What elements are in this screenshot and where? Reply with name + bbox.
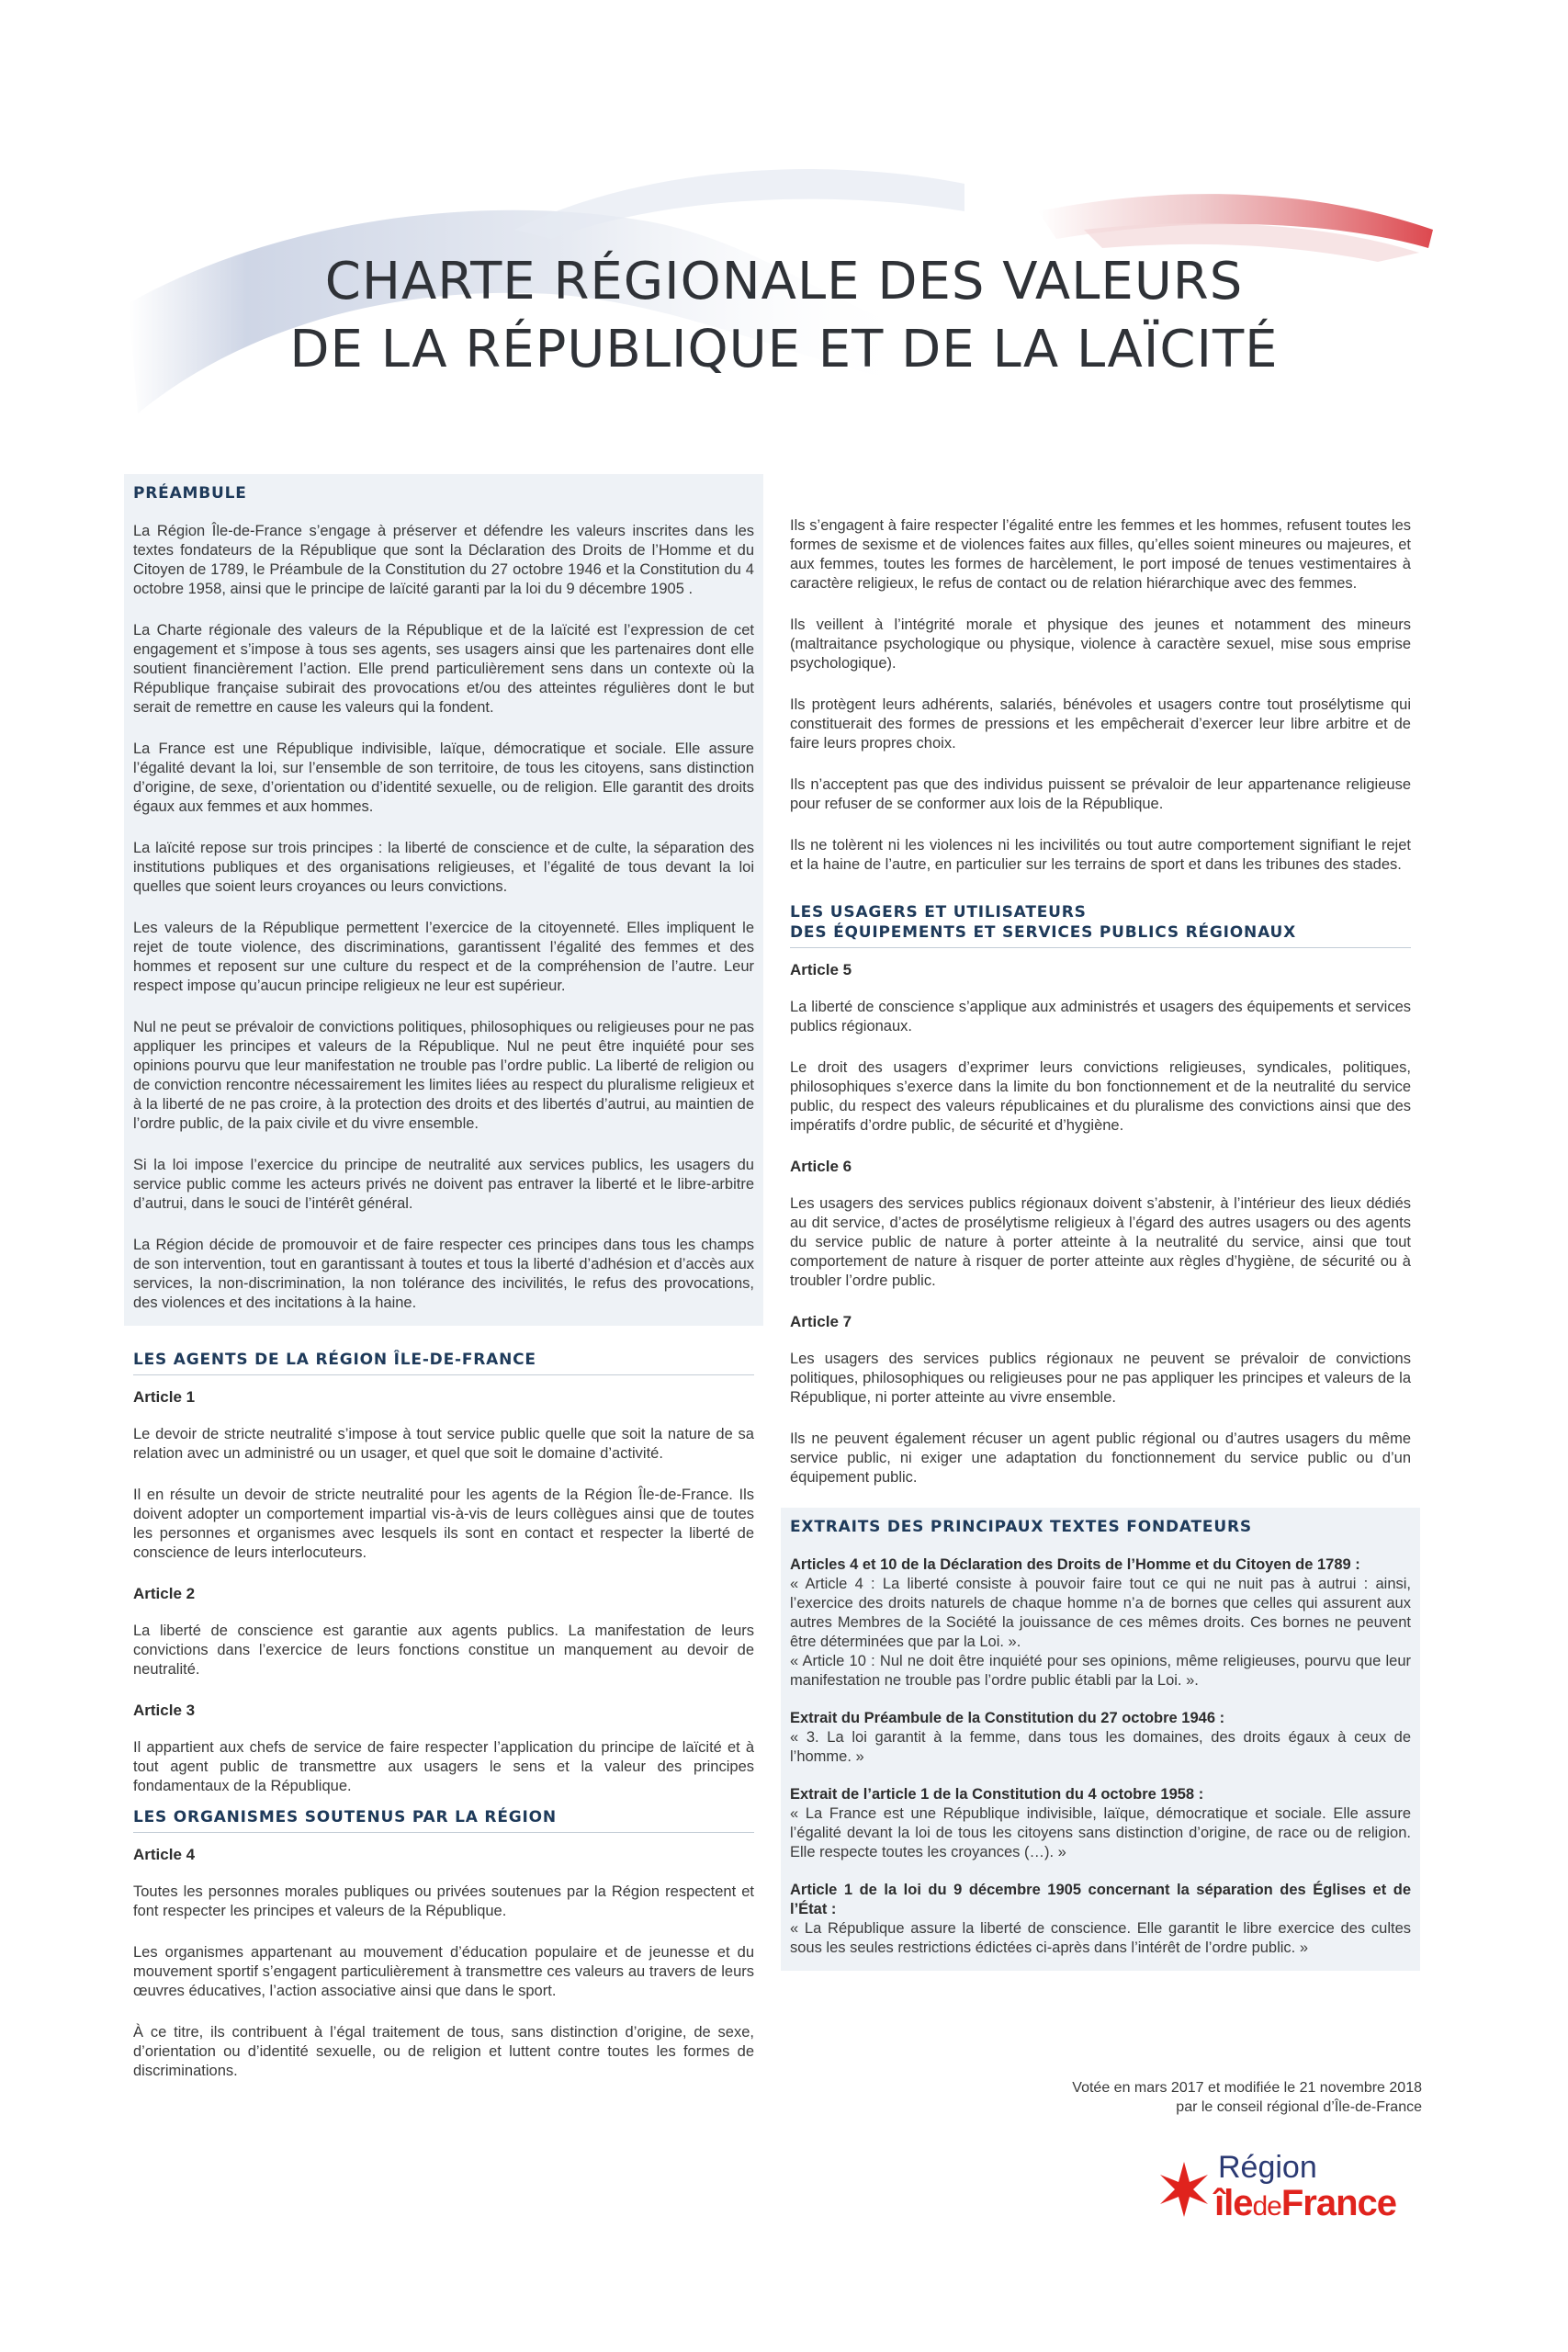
preambule-paragraph: La France est une République indivisible, laïque, démocratique et sociale. Elle assure l’égalité devant la loi, sur l’ensemble de son territoire, de tous les citoyens, sans distinction d’origine, de sexe, d’orientation ou d’identité sexuelle, ou de religion. Elle garantit des droits égaux aux femmes et aux hommes. <box>133 741 754 815</box>
preambule-paragraph: La Charte régionale des valeurs de la République et de la laïcité est l’expression de cet engagement et s’impose à tous ses agents, ses usagers ainsi que les partenaires dont elle soutient financièrement l’action. Elle prend particulièrement sens dans un contexte où la République française subirait des provocations et/ou des atteintes régulières dont le but serait de remettre en cause les valeurs qui la fondent. <box>133 622 754 716</box>
article-7-title: Article 7 <box>790 1313 852 1330</box>
right-column <box>781 474 1420 1971</box>
article-1-paragraph: Le devoir de stricte neutralité s’impose à tout service public quelle que soit la nature de sa relation avec un administré ou un usager, et quel que soit le domaine d’activité. <box>133 1426 754 1462</box>
extrait-title: Article 1 de la loi du 9 décembre 1905 concernant la séparation des Églises et de l’État : <box>790 1882 1411 1917</box>
header-swoosh <box>0 0 1568 459</box>
extrait-title: Articles 4 et 10 de la Déclaration des Droits de l’Homme et du Citoyen de 1789 : <box>790 1556 1360 1573</box>
organismes-heading: LES ORGANISMES SOUTENUS PAR LA RÉGION <box>133 1807 754 1833</box>
title-line-2: DE LA RÉPUBLIQUE ET DE LA LAÏCITÉ <box>289 320 1279 379</box>
vote-note-line-2: par le conseil régional d’Île-de-France <box>1176 2099 1422 2115</box>
agents-heading: LES AGENTS DE LA RÉGION ÎLE-DE-FRANCE <box>133 1350 754 1375</box>
article-4-continued <box>781 474 1420 1487</box>
article-3-paragraph: Il appartient aux chefs de service de faire respecter l’application du principe de laïcité et à tout agent public de transmettre aux usagers le sens et la valeur des principes fondamentaux de la République. <box>133 1739 754 1794</box>
extrait-line: « La France est une République indivisible, laïque, démocratique et sociale. Elle assure l’égalité devant la loi de tous les citoyens sans distinction d’origine, de race ou de religion. Elle respecte toutes les croyances (…). » <box>790 1805 1411 1860</box>
article-4-paragraph: Ils ne tolèrent ni les violences ni les incivilités ou tout autre comportement signifiant le rejet et la haine de l’autre, en particulier sur les terrains de sport et dans les tribunes des stades. <box>790 837 1411 873</box>
agents-section <box>124 1326 763 2081</box>
vote-note <box>1072 2078 1422 2117</box>
extrait-title: Extrait de l’article 1 de la Constitution du 4 octobre 1958 : <box>790 1786 1204 1803</box>
article-4-paragraph: À ce titre, ils contribuent à l’égal traitement de tous, sans distinction d’origine, de sexe, d’orientation ou d’identité sexuelle, ou de religion et luttent contre toutes les formes de discriminations. <box>133 2024 754 2079</box>
title-line-1: CHARTE RÉGIONALE DES VALEURS <box>324 252 1244 311</box>
preambule-paragraph: La Région Île-de-France s’engage à préserver et défendre les valeurs inscrites dans les textes fondateurs de la République que sont la Déclaration des Droits de l’Homme et du Citoyen de 1789, le Préambule de la Constitution du 27 octobre 1946 et la Constitution du 4 octobre 1958, ainsi que le principe de laïcité garanti par la loi du 9 décembre 1905 . <box>133 523 754 597</box>
article-6-title: Article 6 <box>790 1158 852 1175</box>
article-7-paragraph: Les usagers des services publics régionaux ne peuvent se prévaloir de convictions politiques, philosophiques ou religieuses pour ne pas appliquer les principes et valeurs de la République, ni porter atteinte au vivre ensemble. <box>790 1351 1411 1406</box>
logo-idf-text <box>1214 2183 1396 2224</box>
article-5-title: Article 5 <box>790 961 852 978</box>
preambule-paragraph: La laïcité repose sur trois principes : la liberté de conscience et de culte, la séparation des institutions publiques et des organisations religieuses, et l’égalité de tous devant la loi quelles que soient leurs croyances ou leurs convictions. <box>133 840 754 895</box>
preambule-heading: PRÉAMBULE <box>133 484 247 503</box>
extrait-line: « Article 10 : Nul ne doit être inquiété pour ses opinions, même religieuses, pourvu que leur manifestation ne trouble pas l’ordre public établi par la Loi. ». <box>790 1653 1411 1689</box>
page-title <box>0 248 1568 384</box>
extraits-box <box>781 1508 1420 1971</box>
star-icon <box>1159 2161 1209 2218</box>
article-4-paragraph: Les organismes appartenant au mouvement d’éducation populaire et de jeunesse et du mouvement sportif s’engagent particulièrement à transmettre ces valeurs au travers de leurs œuvres éducatives, l’action associative ainsi que dans le sport. <box>133 1944 754 1999</box>
article-4-paragraph: Ils protègent leurs adhérents, salariés, bénévoles et usagers contre tout prosélytisme qui constituerait des formes de pressions et les empêcherait d’exercer leur libre arbitre et de faire leurs propres choix. <box>790 696 1411 752</box>
article-3-title: Article 3 <box>133 1702 196 1719</box>
article-1-title: Article 1 <box>133 1388 196 1406</box>
vote-note-line-1: Votée en mars 2017 et modifiée le 21 novembre 2018 <box>1072 2080 1422 2096</box>
extrait-title: Extrait du Préambule de la Constitution du 27 octobre 1946 : <box>790 1710 1225 1726</box>
logo-de-text: de <box>1252 2191 1281 2222</box>
extrait-line: « Article 4 : La liberté consiste à pouvoir faire tout ce qui ne nuit pas à autrui : ainsi, l’exercice des droits naturels de chaque homme n’a de bornes que celles qui assurent aux autres Membres de la Société la jouissance de ces mêmes droits. Ces bornes ne peuvent être déterminées que par la Loi. ». <box>790 1576 1411 1650</box>
logo-france-text: France <box>1280 2183 1397 2223</box>
article-1-paragraph: Il en résulte un devoir de stricte neutralité pour les agents de la Région Île-de-France. Ils doivent adopter un comportement impartial vis-à-vis de leurs collègues ainsi que de toutes les personnes et organismes avec lesquels ils sont en contact et respecter la liberté de conscience de leurs interlocuteurs. <box>133 1487 754 1561</box>
extraits-heading: EXTRAITS DES PRINCIPAUX TEXTES FONDATEURS <box>790 1518 1252 1536</box>
logo-ile-text: île <box>1214 2183 1253 2223</box>
preambule-paragraph: La Région décide de promouvoir et de faire respecter ces principes dans tous les champs de son intervention, tout en garantissant à toutes et tous la liberté d’adhésion et d’accès aux services, la non-discrimination, la non tolérance des incivilités, le refus des provocations, des violences et des incitations à la haine. <box>133 1237 754 1311</box>
article-5-paragraph: La liberté de conscience s’applique aux administrés et usagers des équipements et services publics régionaux. <box>790 999 1411 1035</box>
preambule-paragraph: Nul ne peut se prévaloir de convictions politiques, philosophiques ou religieuses pour ne pas appliquer les principes et valeurs de la République. Nul ne peut être inquiété pour ses opinions pourvu que leur manifestation ne trouble pas l’ordre public. La liberté de religion ou de conviction rencontre nécessairement les limites liées au respect du pluralisme religieux et à la liberté de ne pas croire, à la protection des droits et des libertés d’autrui, au maintien de l’ordre public, de la paix civile et du vivre ensemble. <box>133 1019 754 1132</box>
article-4-paragraph: Ils n’acceptent pas que des individus puissent se prévaloir de leur appartenance religieuse pour refuser de se conformer aux lois de la République. <box>790 776 1411 812</box>
preambule-paragraph: Les valeurs de la République permettent l’exercice de la citoyenneté. Elles impliquent le rejet de toute violence, des discriminations, garantissent l’égalité des femmes et des hommes et reposent sur une culture du respect et de la compréhension de l’autre. Leur respect impose qu’aucun principe religieux ne leur est supérieur. <box>133 920 754 994</box>
article-4-paragraph: Toutes les personnes morales publiques ou privées soutenues par la Région respectent et font respecter les principes et valeurs de la République. <box>133 1883 754 1919</box>
article-4-title: Article 4 <box>133 1846 196 1863</box>
logo-region-text: Région <box>1218 2150 1317 2185</box>
article-4-paragraph: Ils veillent à l’intégrité morale et physique des jeunes et notamment des mineurs (maltraitance psychologique ou physique, violence à caractère sexuel, mise sous emprise psychologique). <box>790 616 1411 672</box>
left-column <box>124 474 763 2103</box>
article-2-paragraph: La liberté de conscience est garantie aux agents publics. La manifestation de leurs convictions dans l’exercice de leurs fonctions constitue un manquement au devoir de neutralité. <box>133 1623 754 1678</box>
article-7-paragraph: Ils ne peuvent également récuser un agent public régional ou d’autres usagers du même service public, ni exiger une adaptation du fonctionnement du service public ou d’un équipement public. <box>790 1430 1411 1486</box>
usagers-heading-line-2: DES ÉQUIPEMENTS ET SERVICES PUBLICS RÉGIONAUX <box>790 923 1297 942</box>
article-5-paragraph: Le droit des usagers d’exprimer leurs convictions religieuses, syndicales, politiques, philosophiques s’exerce dans la limite du bon fonctionnement et de la neutralité du service public, du respect des valeurs républicaines et du pluralisme des convictions ainsi que des impératifs d’ordre public, de sécurité et d’hygiène. <box>790 1059 1411 1134</box>
article-6-paragraph: Les usagers des services publics régionaux doivent s’abstenir, à l’intérieur des lieux dédiés au dit service, d’actes de prosélytisme religieux à l’égard des autres usagers ou des agents du service public de nature à porter atteinte à la neutralité du service, ainsi que tout comportement de nature à risquer de porter atteinte aux règles d’hygiène, de sécurité ou à troubler l’ordre public. <box>790 1195 1411 1289</box>
preambule-paragraph: Si la loi impose l’exercice du principe de neutralité aux services publics, les usagers du service public comme les acteurs privés ne doivent pas entraver la liberté et le libre-arbitre d’autrui, dans le souci de l’intérêt général. <box>133 1157 754 1212</box>
preambule-box <box>124 474 763 1326</box>
usagers-heading <box>790 902 1411 948</box>
extrait-line: « 3. La loi garantit à la femme, dans tous les domaines, des droits égaux à ceux de l’homme. » <box>790 1729 1411 1765</box>
article-4-paragraph: Ils s’engagent à faire respecter l’égalité entre les femmes et les hommes, refusent toutes les formes de sexisme et de violences faites aux filles, qu’elles soient mineures ou majeures, et aux femmes, toutes les formes de harcèlement, le port imposé de tenues vestimentaires à caractère religieux, le refus de contact ou de relation hiérarchique avec des femmes. <box>790 517 1411 592</box>
extrait-line: « La République assure la liberté de conscience. Elle garantit le libre exercice des cultes sous les seules restrictions édictées ci-après dans l’intérêt de l’ordre public. » <box>790 1920 1411 1956</box>
usagers-heading-line-1: LES USAGERS ET UTILISATEURS <box>790 903 1087 922</box>
article-2-title: Article 2 <box>133 1585 196 1602</box>
region-logo <box>1159 2150 1426 2227</box>
